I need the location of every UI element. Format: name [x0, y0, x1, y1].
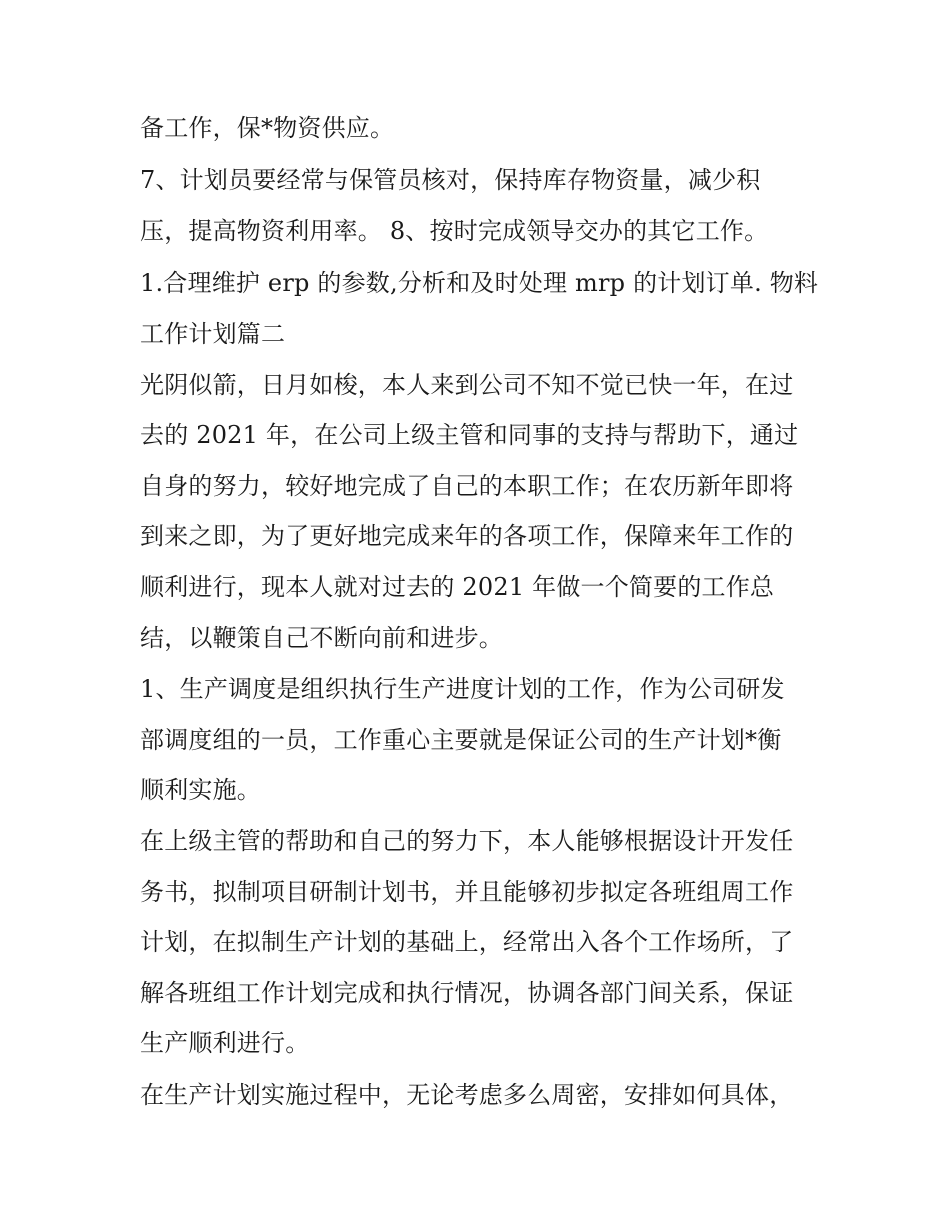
text-line: 备工作，保*物资供应。	[140, 114, 395, 142]
text-line: 解各班组工作计划完成和执行情况，协调各部门间关系，保证	[140, 979, 794, 1007]
text-line: 务书，拟制项目研制计划书，并且能够初步拟定各班组周工作	[140, 878, 794, 906]
text-line: 结，以鞭策自己不断向前和进步。	[140, 624, 503, 652]
text-line: 顺利进行，现本人就对过去的 2021 年做一个简要的工作总	[140, 573, 775, 601]
text-line: 部调度组的一员，工作重心主要就是保证公司的生产计划*衡	[140, 726, 782, 754]
text-line: 生产顺利进行。	[140, 1029, 310, 1057]
text-line: 在上级主管的帮助和自己的努力下，本人能够根据设计开发任	[140, 827, 794, 855]
text-line: 到来之即，为了更好地完成来年的各项工作，保障来年工作的	[140, 522, 794, 550]
text-line: 1.合理维护 erp 的参数,分析和及时处理 mrp 的计划订单. 物料	[140, 269, 819, 297]
text-line: 7、计划员要经常与保管员核对，保持库存物资量，减少积	[140, 166, 761, 194]
text-line: 去的 2021 年，在公司上级主管和同事的支持与帮助下，通过	[140, 421, 799, 449]
text-line: 1、生产调度是组织执行生产进度计划的工作，作为公司研发	[140, 675, 785, 703]
text-line: 计划，在拟制生产计划的基础上，经常出入各个工作场所，了	[140, 928, 794, 956]
section-heading: 工作计划篇二	[140, 320, 286, 348]
text-line: 自身的努力，较好地完成了自己的本职工作；在农历新年即将	[140, 472, 794, 500]
text-line: 顺利实施。	[140, 776, 261, 804]
text-line: 光阴似箭，日月如梭，本人来到公司不知不觉已快一年，在过	[140, 371, 794, 399]
text-line: 压，提高物资利用率。 8、按时完成领导交办的其它工作。	[140, 217, 769, 245]
text-line: 在生产计划实施过程中，无论考虑多么周密，安排如何具体，	[140, 1081, 794, 1109]
